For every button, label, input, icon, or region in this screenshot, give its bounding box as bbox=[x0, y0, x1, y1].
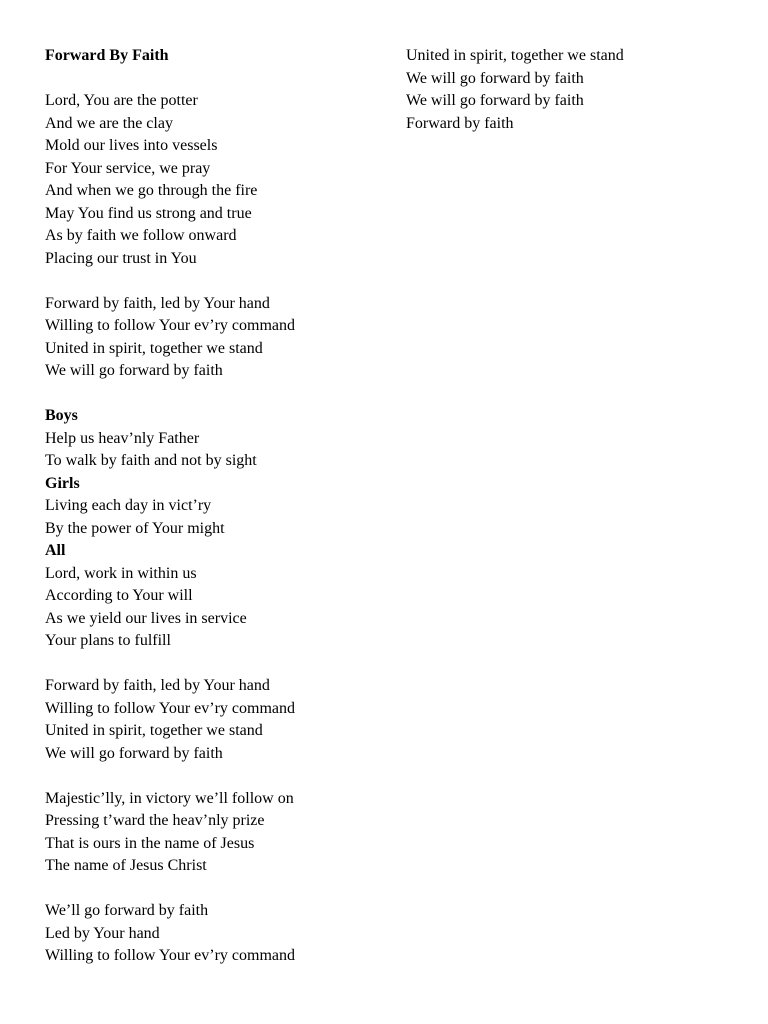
lyric-line: Forward by faith bbox=[406, 114, 514, 132]
lyrics-right-column bbox=[406, 45, 746, 135]
lyric-line: United in spirit, together we stand bbox=[45, 339, 263, 357]
lyric-line: United in spirit, together we stand bbox=[406, 47, 624, 64]
lyric-line: May You find us strong and true bbox=[45, 204, 252, 222]
lyric-line: Mold our lives into vessels bbox=[45, 137, 218, 154]
lyric-line: The name of Jesus Christ bbox=[45, 857, 207, 874]
lyric-line: Led by Your hand bbox=[45, 924, 160, 942]
stanza-break bbox=[45, 270, 385, 293]
lyric-line: Lord, work in within us bbox=[45, 564, 197, 582]
lyric-line: By the power of Your might bbox=[45, 519, 225, 537]
lyric-line: We will go forward by faith bbox=[406, 69, 584, 87]
lyric-line: We will go forward by faith bbox=[45, 362, 223, 379]
lyric-line: Lord, You are the potter bbox=[45, 92, 198, 109]
stanza-break bbox=[45, 878, 385, 901]
lyric-line: Willing to follow Your ev’ry command bbox=[45, 947, 295, 964]
lyric-line: Help us heav’nly Father bbox=[45, 429, 200, 447]
song-title: Forward By Faith bbox=[45, 47, 169, 64]
lyric-line: Placing our trust in You bbox=[45, 249, 197, 267]
lyric-line: According to Your will bbox=[45, 587, 193, 604]
lyric-line: As by faith we follow onward bbox=[45, 227, 237, 244]
lyric-line: Majestic’lly, in victory we’ll follow on bbox=[45, 789, 294, 807]
stanza-break bbox=[45, 68, 385, 91]
lyric-line: To walk by faith and not by sight bbox=[45, 452, 257, 469]
part-heading: Boys bbox=[45, 407, 78, 424]
lyric-line: Living each day in vict’ry bbox=[45, 497, 212, 514]
stanza-break bbox=[45, 653, 385, 676]
lyric-line: United in spirit, together we stand bbox=[45, 722, 263, 739]
lyric-line: We will go forward by faith bbox=[406, 92, 584, 109]
lyric-line: Your plans to fulfill bbox=[45, 632, 171, 649]
stanza-break bbox=[45, 765, 385, 788]
lyric-line: We will go forward by faith bbox=[45, 744, 223, 762]
lyric-line: And we are the clay bbox=[45, 114, 173, 132]
lyric-line: Willing to follow Your ev’ry command bbox=[45, 699, 295, 717]
part-heading: Girls bbox=[45, 474, 80, 492]
lyric-line: Pressing t’ward the heav’nly prize bbox=[45, 812, 265, 829]
lyric-line: And when we go through the fire bbox=[45, 182, 258, 199]
lyric-line: We’ll go forward by faith bbox=[45, 902, 209, 919]
lyrics-left-column bbox=[45, 45, 385, 968]
lyric-line: Willing to follow Your ev’ry command bbox=[45, 317, 295, 334]
part-heading: All bbox=[45, 542, 66, 559]
stanza-break bbox=[45, 383, 385, 406]
lyric-line: For Your service, we pray bbox=[45, 159, 211, 177]
lyric-line: That is ours in the name of Jesus bbox=[45, 834, 255, 852]
lyric-line: As we yield our lives in service bbox=[45, 609, 247, 627]
lyric-line: Forward by faith, led by Your hand bbox=[45, 294, 270, 312]
lyric-line: Forward by faith, led by Your hand bbox=[45, 677, 270, 694]
